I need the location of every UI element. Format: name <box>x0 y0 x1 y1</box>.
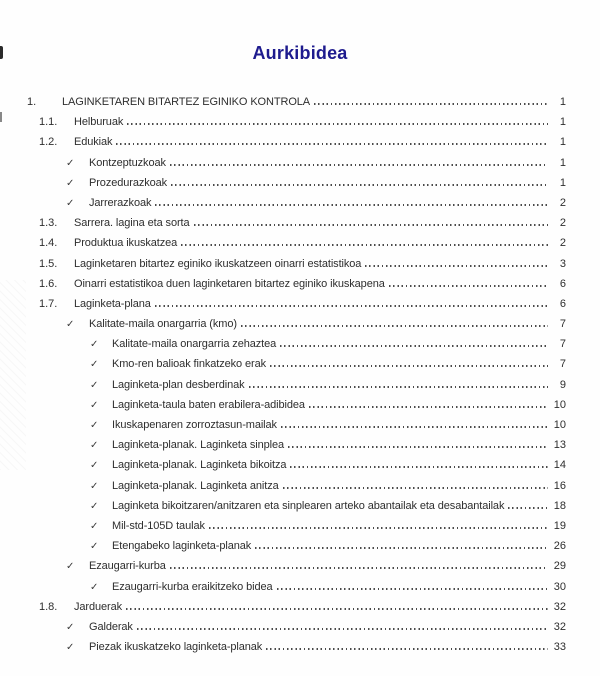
toc-entry-number: 1. <box>27 96 37 108</box>
toc-entry <box>25 132 566 152</box>
toc-list <box>0 92 600 657</box>
dot-leader <box>155 305 548 307</box>
toc-entry <box>25 496 566 516</box>
checkmark-icon: ✓ <box>90 480 99 492</box>
checkmark-icon: ✓ <box>90 581 99 593</box>
toc-entry-number: 1.7. <box>39 297 58 310</box>
dot-leader <box>171 184 548 186</box>
toc-entry-label: Produktua ikuskatzea <box>74 237 178 250</box>
dot-leader <box>288 446 548 448</box>
toc-entry-label: Prozedurazkoak <box>89 176 168 189</box>
toc-entry-page: 7 <box>559 358 566 371</box>
checkmark-icon: ✓ <box>90 460 99 472</box>
checkmark-icon: ✓ <box>66 177 75 189</box>
toc-entry-page: 14 <box>553 459 566 472</box>
toc-entry-label: Laginketa-plana <box>74 297 151 310</box>
toc-entry-label: Helburuak <box>74 116 124 129</box>
toc-entry-page: 1 <box>559 156 566 169</box>
toc-entry <box>25 415 566 435</box>
toc-entry-label: Laginketa-planak. Laginketa bikoitza <box>112 459 287 472</box>
toc-entry-label: Ikuskapenaren zorroztasun-mailak <box>112 419 277 431</box>
checkmark-icon: ✓ <box>90 379 99 391</box>
toc-entry-label: Ezaugarri-kurba <box>89 560 166 573</box>
dot-leader <box>137 628 548 630</box>
toc-entry-label: LAGINKETAREN BITARTEZ EGINIKO KONTROLA <box>62 96 311 108</box>
dot-leader <box>290 466 548 468</box>
toc-entry <box>25 476 566 496</box>
toc-entry <box>25 637 566 657</box>
toc-entry <box>25 254 566 274</box>
toc-entry-page: 6 <box>559 277 566 290</box>
checkmark-icon: ✓ <box>66 319 75 331</box>
toc-entry <box>25 455 566 475</box>
toc-entry <box>25 92 566 112</box>
toc-entry-label: Galderak <box>89 620 133 633</box>
toc-entry-label: Kontzeptuzkoak <box>89 156 166 169</box>
dot-leader <box>127 123 548 125</box>
toc-entry-page: 1 <box>559 136 566 149</box>
toc-entry <box>25 233 566 253</box>
toc-entry-page: 10 <box>553 419 566 431</box>
dot-leader <box>270 365 548 367</box>
toc-entry-page: 2 <box>559 196 566 209</box>
checkmark-icon: ✓ <box>66 197 75 209</box>
toc-entry <box>25 274 566 294</box>
toc-entry <box>25 213 566 233</box>
toc-entry-page: 33 <box>553 641 566 654</box>
toc-entry-number: 1.3. <box>39 217 58 230</box>
dot-leader <box>508 507 548 509</box>
toc-entry <box>25 577 566 597</box>
toc-entry-page: 18 <box>553 499 566 512</box>
toc-entry <box>25 193 566 213</box>
toc-entry-label: Kalitate-maila onargarria (kmo) <box>89 318 237 331</box>
dot-leader <box>170 567 548 569</box>
toc-entry-number: 1.6. <box>39 277 58 290</box>
toc-entry-label: Jarduerak <box>74 600 123 613</box>
toc-entry-number: 1.2. <box>39 136 58 149</box>
toc-entry-label: Mil-std-105D taulak <box>112 519 205 532</box>
checkmark-icon: ✓ <box>90 420 99 431</box>
toc-entry-label: Laginketa-planak. Laginketa sinplea <box>112 439 285 452</box>
toc-entry-page: 9 <box>559 378 566 391</box>
toc-entry-page: 32 <box>553 600 566 613</box>
checkmark-icon: ✓ <box>66 157 75 169</box>
toc-entry-page: 1 <box>559 96 566 108</box>
dot-leader <box>249 386 548 388</box>
toc-entry-label: Kalitate-maila onargarria zehaztea <box>112 338 277 351</box>
dot-leader <box>266 648 548 650</box>
dot-leader <box>314 103 548 105</box>
toc-entry <box>25 597 566 617</box>
toc-entry <box>25 334 566 354</box>
toc-entry-page: 2 <box>559 217 566 230</box>
toc-entry <box>25 354 566 374</box>
toc-entry-label: Piezak ikuskatzeko laginketa-planak <box>89 641 263 654</box>
dot-leader <box>155 204 548 206</box>
toc-entry <box>25 294 566 314</box>
toc-entry <box>25 112 566 132</box>
toc-entry <box>25 556 566 576</box>
toc-entry <box>25 314 566 334</box>
toc-entry-number: 1.1. <box>39 116 58 129</box>
toc-entry-label: Sarrera. lagina eta sorta <box>74 217 190 230</box>
toc-entry-label: Ezaugarri-kurba eraikitzeko bidea <box>112 580 273 593</box>
toc-entry-page: 32 <box>553 620 566 633</box>
toc-entry-page: 1 <box>559 176 566 189</box>
dot-leader <box>281 426 548 428</box>
toc-entry <box>25 435 566 455</box>
checkmark-icon: ✓ <box>90 541 99 553</box>
toc-entry <box>25 617 566 637</box>
toc-entry <box>25 536 566 556</box>
dot-leader <box>389 285 548 287</box>
toc-entry-label: Edukiak <box>74 136 113 149</box>
toc-entry-label: Jarrerazkoak <box>89 196 152 209</box>
toc-entry-label: Laginketa-plan desberdinak <box>112 378 245 391</box>
toc-entry-page: 10 <box>553 398 566 411</box>
toc-entry-label: Laginketa-planak. Laginketa anitza <box>112 479 279 492</box>
dot-leader <box>283 487 548 489</box>
toc-entry-label: Kmo-ren balioak finkatzeko erak <box>112 358 267 371</box>
checkmark-icon: ✓ <box>66 642 75 654</box>
dot-leader <box>241 325 548 327</box>
toc-entry <box>25 153 566 173</box>
checkmark-icon: ✓ <box>90 339 99 351</box>
toc-entry-page: 7 <box>559 318 566 331</box>
toc-entry-page: 26 <box>553 540 566 553</box>
checkmark-icon: ✓ <box>90 440 99 452</box>
toc-entry-page: 6 <box>559 297 566 310</box>
toc-entry-label: Etengabeko laginketa-planak <box>112 540 252 553</box>
toc-entry-page: 2 <box>559 237 566 250</box>
checkmark-icon: ✓ <box>90 359 99 371</box>
page-title: Aurkibidea <box>252 43 348 63</box>
checkmark-icon: ✓ <box>90 399 99 411</box>
toc-entry-page: 30 <box>553 580 566 593</box>
dot-leader <box>209 527 548 529</box>
dot-leader <box>170 164 548 166</box>
toc-entry-page: 13 <box>553 439 566 452</box>
dot-leader <box>194 224 548 226</box>
toc-entry <box>25 173 566 193</box>
dot-leader <box>116 143 548 145</box>
checkmark-icon: ✓ <box>66 621 75 633</box>
toc-entry-page: 29 <box>553 560 566 573</box>
toc-entry-page: 16 <box>553 479 566 492</box>
toc-entry-number: 1.5. <box>39 257 58 270</box>
toc-entry-number: 1.4. <box>39 237 58 250</box>
dot-leader <box>255 547 548 549</box>
dot-leader <box>181 244 548 246</box>
toc-entry <box>25 516 566 536</box>
toc-entry-page: 1 <box>559 116 566 129</box>
checkmark-icon: ✓ <box>90 500 99 512</box>
checkmark-icon: ✓ <box>90 520 99 532</box>
toc-entry-label: Laginketaren bitartez eginiko ikuskatzeen oinarri estatistikoa <box>74 257 362 270</box>
toc-entry-label: Laginketa bikoitzaren/anitzaren eta sinplearen arteko abantailak eta desabantailak <box>112 499 505 512</box>
toc-entry-label: Oinarri estatistikoa duen laginketaren bitartez eginiko ikuskapena <box>74 277 385 290</box>
dot-leader <box>277 588 548 590</box>
dot-leader <box>309 406 548 408</box>
toc-entry-number: 1.8. <box>39 600 58 613</box>
dot-leader <box>126 608 548 610</box>
checkmark-icon: ✓ <box>66 561 75 573</box>
dot-leader <box>280 345 548 347</box>
toc-entry-label: Laginketa-taula baten erabilera-adibidea <box>112 398 305 411</box>
toc-entry-page: 19 <box>553 519 566 532</box>
toc-entry-page: 7 <box>559 338 566 351</box>
toc-entry-page: 3 <box>559 257 566 270</box>
dot-leader <box>365 265 548 267</box>
toc-entry <box>25 375 566 395</box>
toc-entry <box>25 395 566 415</box>
